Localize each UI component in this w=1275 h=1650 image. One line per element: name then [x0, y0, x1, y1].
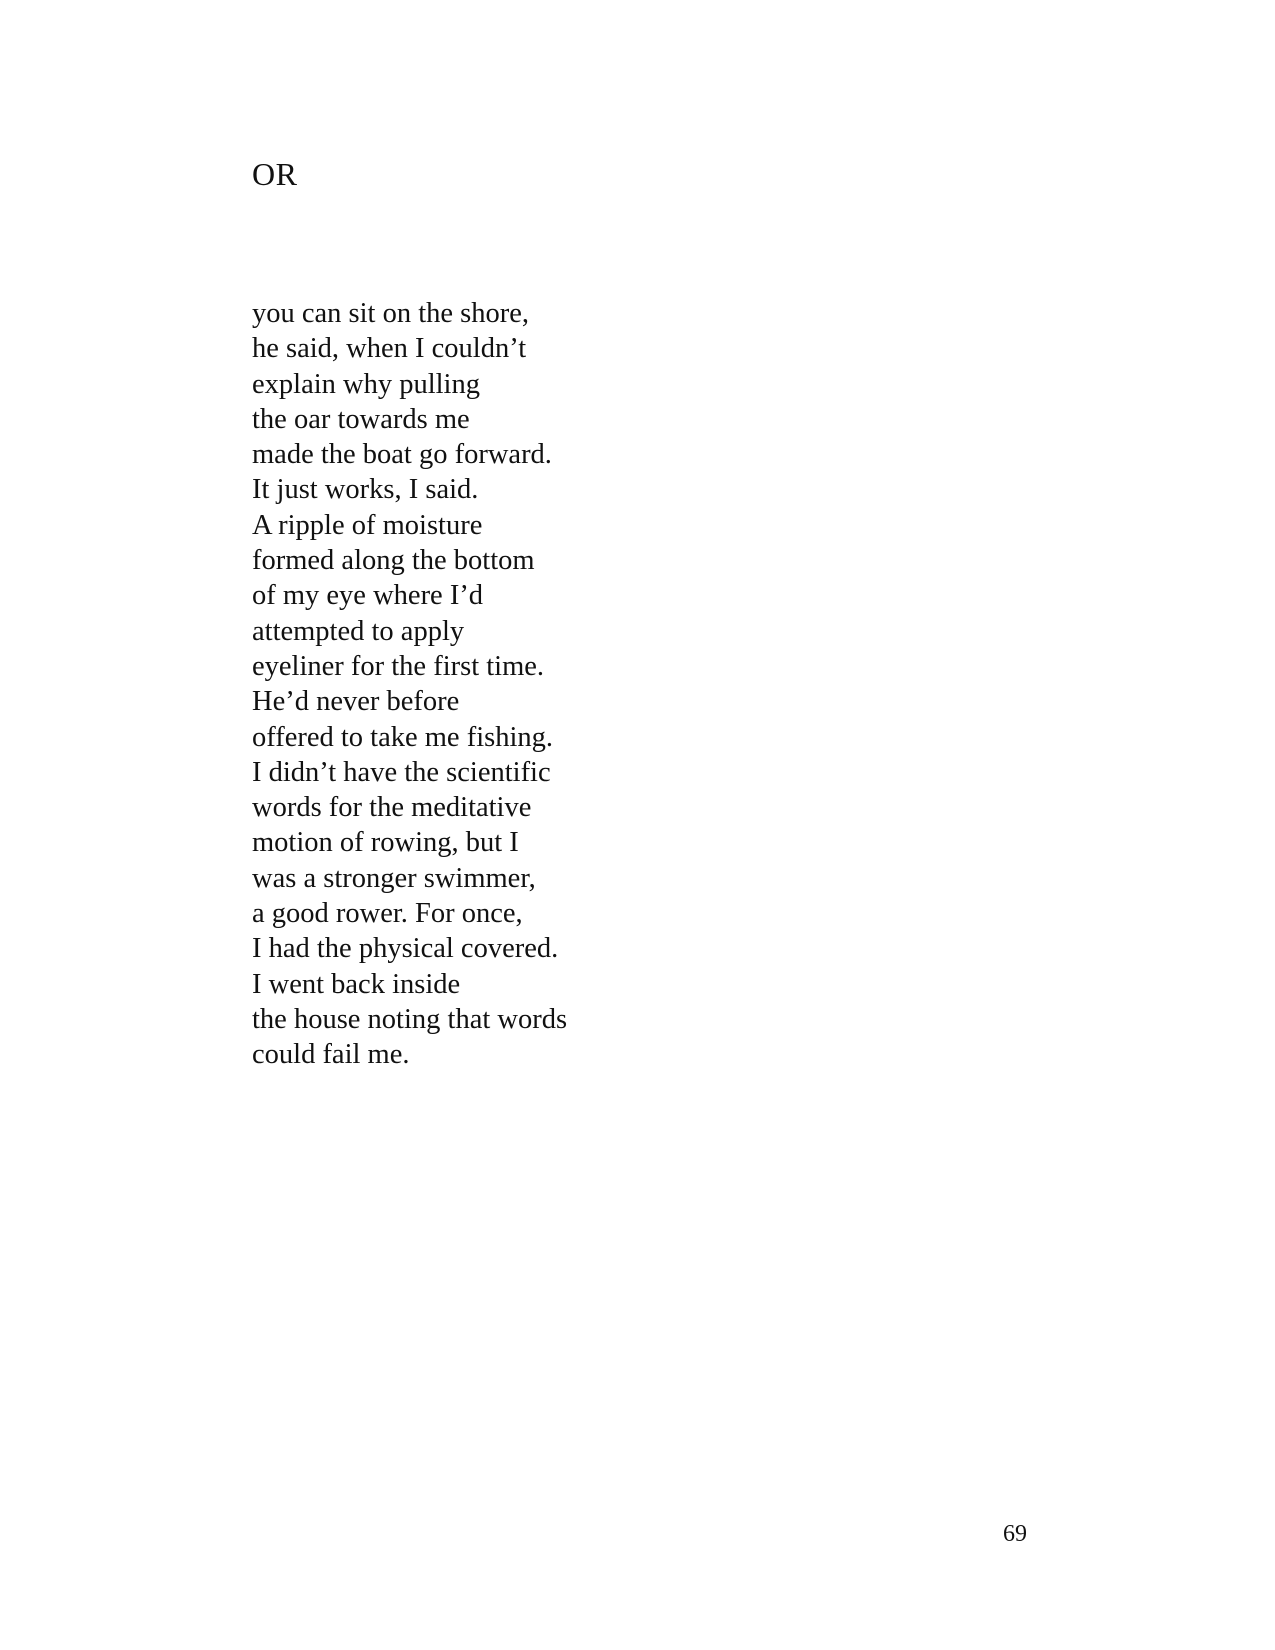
poem-line: was a stronger swimmer,: [252, 862, 536, 894]
poem-line: of my eye where I’d: [252, 580, 484, 612]
poem-line: he said, when I couldn’t: [252, 333, 527, 365]
poem-line: He’d never before: [252, 686, 460, 718]
poem-line: explain why pulling: [252, 368, 480, 400]
poem-line: eyeliner for the first time.: [252, 650, 545, 682]
poem-line: offered to take me fishing.: [252, 721, 554, 753]
poem-line: formed along the bottom: [252, 545, 535, 577]
page-number: 69: [1003, 1521, 1027, 1547]
poem-line: words for the meditative: [252, 792, 532, 824]
poem-line: I didn’t have the scientific: [252, 756, 551, 788]
poem-line: I had the physical covered.: [252, 933, 559, 965]
poem-line: the oar towards me: [252, 403, 470, 435]
poem-title: OR: [252, 156, 298, 192]
poem-line: a good rower. For once,: [252, 898, 523, 930]
poem-line: could fail me.: [252, 1039, 410, 1071]
poem-line: you can sit on the shore,: [252, 298, 530, 329]
poem-line: made the boat go forward.: [252, 439, 552, 471]
poem-line: the house noting that words: [252, 1003, 568, 1035]
poem-line: A ripple of moisture: [252, 509, 483, 541]
poem-line: attempted to apply: [252, 615, 465, 647]
poem-body: [252, 296, 567, 1073]
poem-line: It just works, I said.: [252, 474, 479, 506]
poem-line: motion of rowing, but I: [252, 827, 519, 859]
poem-line: I went back inside: [252, 968, 461, 1000]
